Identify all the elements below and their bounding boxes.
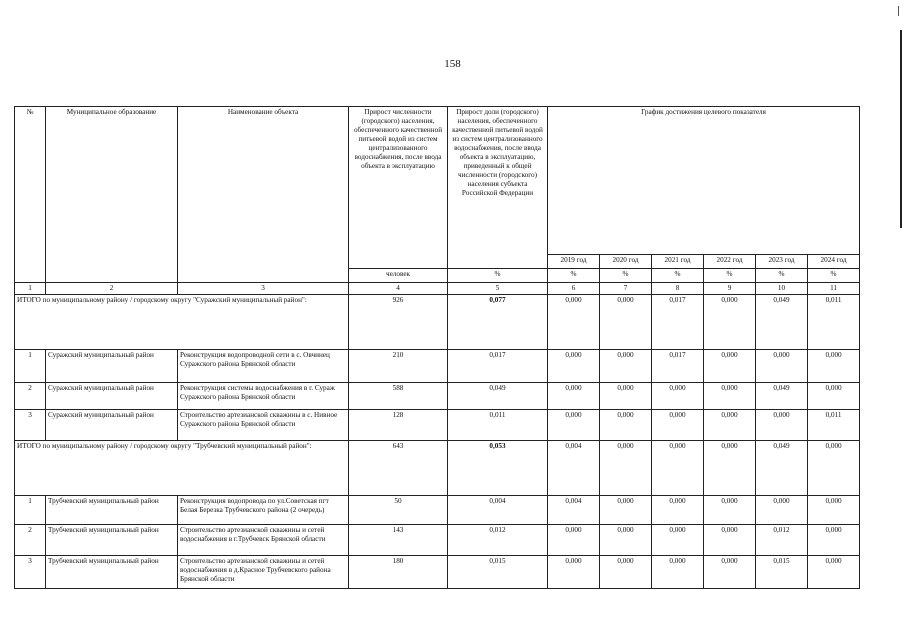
value-cell: 0,000 (808, 383, 860, 410)
value-cell: 0,000 (548, 525, 600, 556)
value-cell: 0,000 (704, 410, 756, 441)
value-cell: 0,049 (448, 383, 548, 410)
row-num: 1 (15, 350, 46, 383)
value-cell: 0,000 (600, 410, 652, 441)
col-number: 5 (448, 283, 548, 295)
value-cell: 0,000 (704, 295, 756, 350)
value-cell: 0,000 (652, 441, 704, 496)
municipality-cell: Трубчевский муниципальный район (46, 525, 178, 556)
unit-cell: % (448, 269, 548, 283)
value-cell: 0,000 (704, 350, 756, 383)
col-number: 8 (652, 283, 704, 295)
year-2021: 2021 год (652, 255, 704, 269)
unit-cell: % (600, 269, 652, 283)
value-cell: 0,000 (652, 410, 704, 441)
value-cell: 0,000 (756, 350, 808, 383)
object-cell: Строительство артезианской скважины и сетей водоснабжения в д.Красное Трубчевского района Брянской области (178, 556, 349, 589)
value-cell: 0,011 (808, 295, 860, 350)
value-cell: 0,000 (652, 525, 704, 556)
row-num: 3 (15, 556, 46, 589)
value-cell: 0,017 (652, 295, 704, 350)
table-row (15, 350, 860, 383)
municipality-cell: Суражский муниципальный район (46, 383, 178, 410)
unit-cell: % (548, 269, 600, 283)
value-cell: 0,000 (600, 556, 652, 589)
header-object: Наименование объекта (178, 107, 349, 283)
value-cell: 0,004 (448, 496, 548, 525)
col-number: 3 (178, 283, 349, 295)
header-num: № (15, 107, 46, 283)
header-schedule: График достижения целевого показателя (548, 107, 860, 255)
value-cell: 0,000 (704, 441, 756, 496)
value-cell: 0,000 (808, 496, 860, 525)
object-cell: Реконструкция системы водоснабжения в г. Сураж Суражского района Брянской области (178, 383, 349, 410)
value-cell: 0,000 (652, 383, 704, 410)
value-cell: 0,077 (448, 295, 548, 350)
table-row (15, 410, 860, 441)
header-pop-growth: Прирост численности (городского) населения, обеспеченного качественной питьевой водой из систем централизованного водоснабжения, после ввода объекта в эксплуатацию (349, 107, 448, 269)
value-cell: 588 (349, 383, 448, 410)
year-2020: 2020 год (600, 255, 652, 269)
value-cell: 0,000 (548, 556, 600, 589)
value-cell: 0,004 (548, 441, 600, 496)
scan-edge-mark (898, 6, 899, 16)
unit-cell: % (808, 269, 860, 283)
header-municipality: Муниципальное образование (46, 107, 178, 283)
value-cell: 0,015 (448, 556, 548, 589)
year-2023: 2023 год (756, 255, 808, 269)
header-share-growth: Прирост доли (городского) населения, обеспеченного качественной питьевой водой из систем централизованного водоснабжения, после ввода объекта в эксплуатацию, приведенный к общей численности (городского) населения субъекта Российской Федерации (448, 107, 548, 269)
value-cell: 0,000 (756, 410, 808, 441)
value-cell: 0,049 (756, 383, 808, 410)
municipality-cell: Трубчевский муниципальный район (46, 496, 178, 525)
table-row (15, 496, 860, 525)
unit-cell: % (756, 269, 808, 283)
object-cell: Строительство артезианской скважины и сетей водоснабжения в г.Трубчевск Брянской области (178, 525, 349, 556)
object-cell: Реконструкция водопроводной сети в с. Овчинец Суражского района Брянской области (178, 350, 349, 383)
year-2022: 2022 год (704, 255, 756, 269)
col-number: 4 (349, 283, 448, 295)
value-cell: 50 (349, 496, 448, 525)
value-cell: 0,012 (448, 525, 548, 556)
value-cell: 0,000 (808, 556, 860, 589)
value-cell: 0,000 (652, 556, 704, 589)
row-num: 1 (15, 496, 46, 525)
value-cell: 0,000 (548, 410, 600, 441)
value-cell: 0,000 (704, 383, 756, 410)
value-cell: 0,049 (756, 295, 808, 350)
col-number: 6 (548, 283, 600, 295)
value-cell: 0,000 (600, 350, 652, 383)
value-cell: 0,000 (600, 441, 652, 496)
total-row (15, 295, 860, 350)
value-cell: 0,011 (448, 410, 548, 441)
table-row (15, 556, 860, 589)
municipality-cell: Суражский муниципальный район (46, 410, 178, 441)
municipality-cell: Суражский муниципальный район (46, 350, 178, 383)
value-cell: 0,053 (448, 441, 548, 496)
unit-cell: % (652, 269, 704, 283)
value-cell: 0,000 (548, 295, 600, 350)
total-row (15, 441, 860, 496)
value-cell: 0,017 (652, 350, 704, 383)
value-cell: 0,000 (704, 496, 756, 525)
value-cell: 143 (349, 525, 448, 556)
value-cell: 0,000 (756, 496, 808, 525)
value-cell: 0,000 (808, 350, 860, 383)
value-cell: 0,012 (756, 525, 808, 556)
value-cell: 643 (349, 441, 448, 496)
value-cell: 180 (349, 556, 448, 589)
header-row (15, 107, 860, 255)
value-cell: 0,015 (756, 556, 808, 589)
value-cell: 0,000 (548, 350, 600, 383)
col-number: 1 (15, 283, 46, 295)
total-label: ИТОГО по муниципальному району / городскому округу "Суражский муниципальный район": (15, 295, 349, 350)
value-cell: 0,000 (600, 383, 652, 410)
object-cell: Строительство артезианской скважины в с. Нивное Суражского района Брянской области (178, 410, 349, 441)
col-number: 10 (756, 283, 808, 295)
value-cell: 0,000 (548, 383, 600, 410)
unit-cell: человек (349, 269, 448, 283)
value-cell: 0,017 (448, 350, 548, 383)
row-num: 2 (15, 383, 46, 410)
value-cell: 926 (349, 295, 448, 350)
indicator-table (14, 106, 860, 589)
row-num: 2 (15, 525, 46, 556)
unit-cell: % (704, 269, 756, 283)
year-2024: 2024 год (808, 255, 860, 269)
value-cell: 0,049 (756, 441, 808, 496)
table-row (15, 383, 860, 410)
municipality-cell: Трубчевский муниципальный район (46, 556, 178, 589)
col-number: 2 (46, 283, 178, 295)
table-row (15, 525, 860, 556)
total-label: ИТОГО по муниципальному району / городскому округу "Трубчевский муниципальный район": (15, 441, 349, 496)
value-cell: 0,011 (808, 410, 860, 441)
value-cell: 0,000 (652, 496, 704, 525)
value-cell: 0,004 (548, 496, 600, 525)
row-num: 3 (15, 410, 46, 441)
value-cell: 210 (349, 350, 448, 383)
page-number: 158 (444, 58, 461, 70)
year-2019: 2019 год (548, 255, 600, 269)
col-number: 7 (600, 283, 652, 295)
value-cell: 0,000 (600, 525, 652, 556)
value-cell: 0,000 (600, 496, 652, 525)
value-cell: 0,000 (704, 525, 756, 556)
object-cell: Реконструкция водопровода по ул.Советская пгт Белая Березка Трубчевского района (2 очередь) (178, 496, 349, 525)
column-numbers-row (15, 283, 860, 295)
value-cell: 0,000 (704, 556, 756, 589)
value-cell: 0,000 (600, 295, 652, 350)
col-number: 11 (808, 283, 860, 295)
value-cell: 0,000 (808, 525, 860, 556)
value-cell: 128 (349, 410, 448, 441)
col-number: 9 (704, 283, 756, 295)
value-cell: 0,000 (808, 441, 860, 496)
